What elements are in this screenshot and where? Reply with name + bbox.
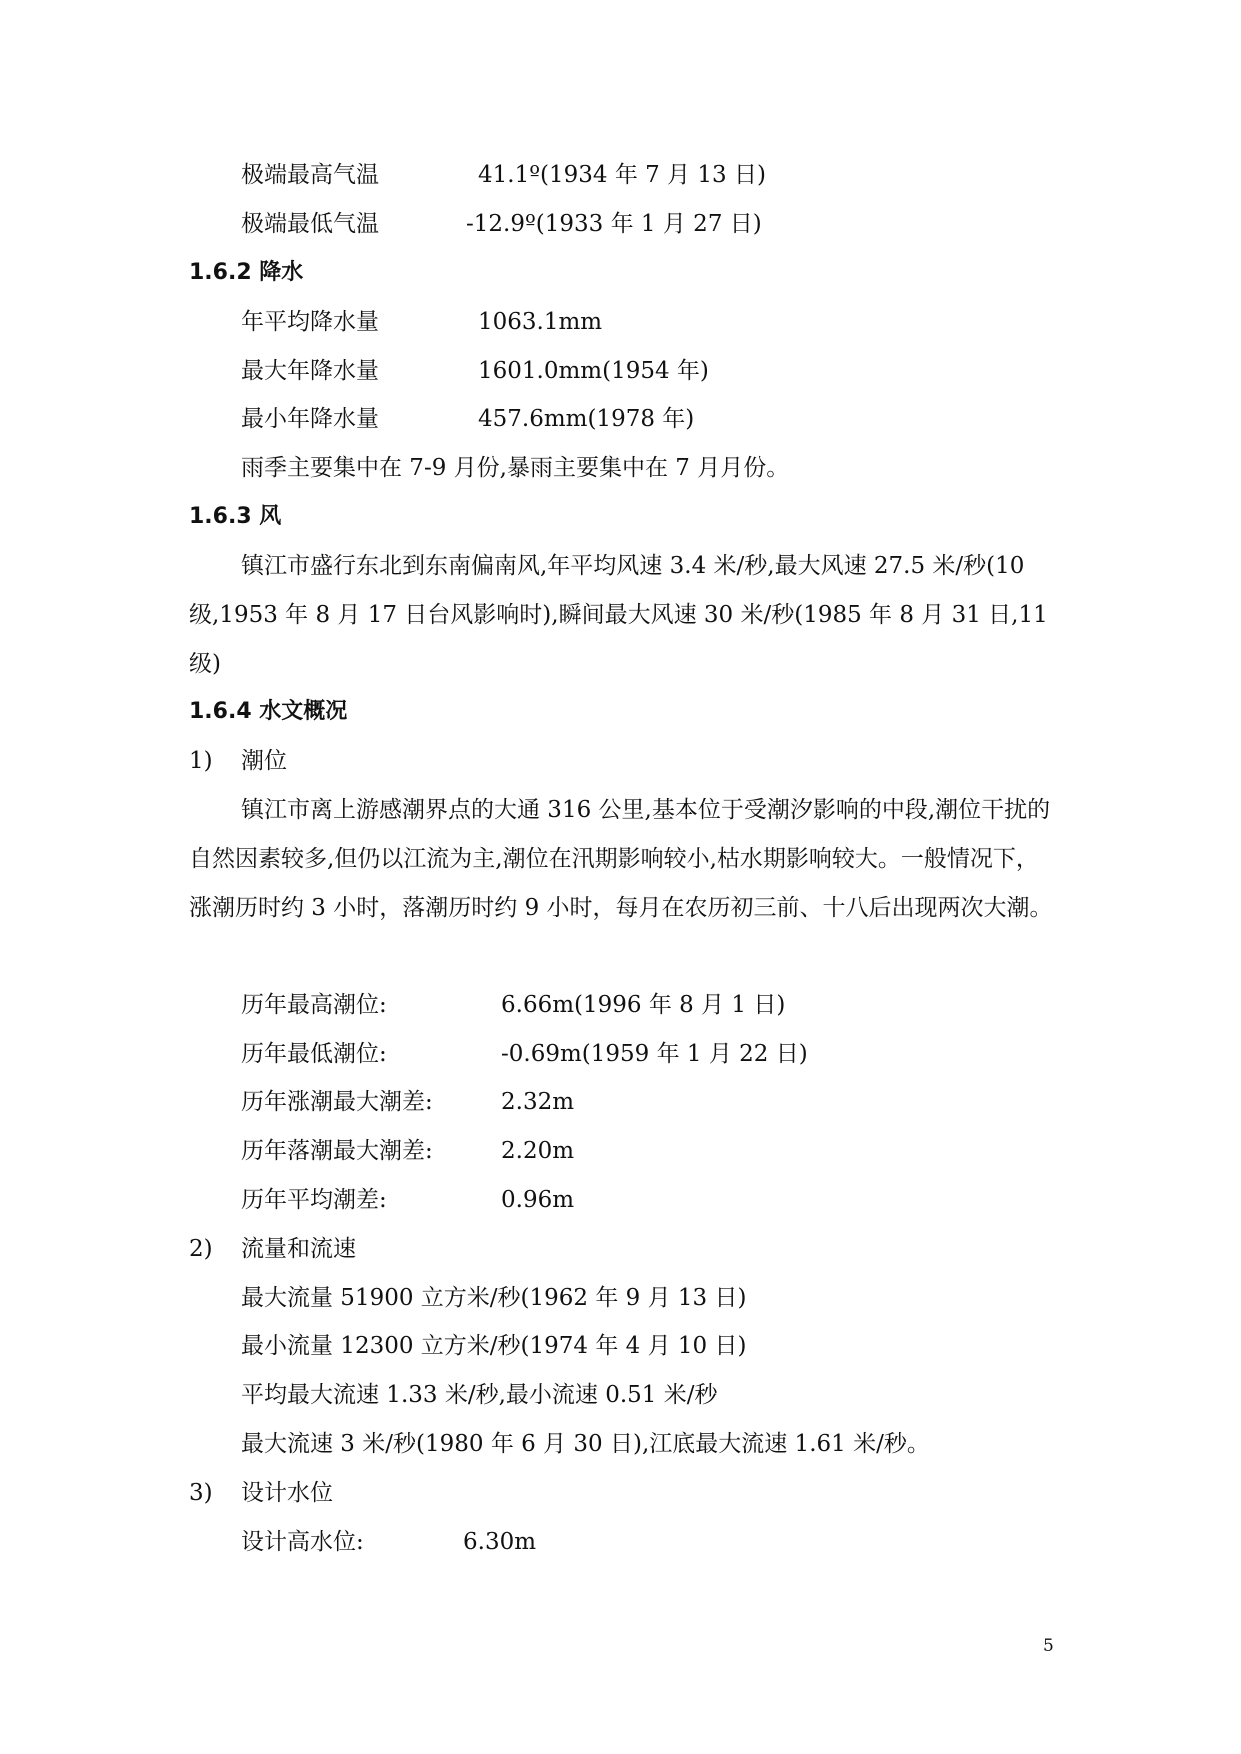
tide-row-label: 历年落潮最大潮差: <box>241 1138 433 1164</box>
design-high-label: 设计高水位: <box>241 1529 364 1555</box>
temp-max-label: 极端最高气温 <box>241 162 379 188</box>
flow-number: 2) <box>189 1236 213 1262</box>
tide-row-value: -0.69m(1959 年 1 月 22 日) <box>501 1041 808 1067</box>
section-heading-precip: 1.6.2 降水 <box>189 260 304 285</box>
precip-note: 雨季主要集中在 7-9 月份,暴雨主要集中在 7 月月份。 <box>241 455 790 481</box>
tide-row-value: 0.96m <box>501 1187 575 1213</box>
tide-row-label: 历年最低潮位: <box>241 1041 387 1067</box>
tide-row-value: 2.20m <box>501 1138 575 1164</box>
flow-title: 流量和流速 <box>241 1236 356 1262</box>
temp-max-value: 41.1º(1934 年 7 月 13 日) <box>478 162 766 188</box>
precip-avg-value: 1063.1mm <box>478 309 603 335</box>
flow-line: 最大流量 51900 立方米/秒(1962 年 9 月 13 日) <box>241 1285 747 1311</box>
design-title: 设计水位 <box>241 1480 333 1506</box>
tide-title: 潮位 <box>241 748 287 774</box>
precip-max-label: 最大年降水量 <box>241 358 379 384</box>
precip-min-label: 最小年降水量 <box>241 406 379 432</box>
section-heading-hydro: 1.6.4 水文概况 <box>189 699 348 724</box>
tide-row-label: 历年涨潮最大潮差: <box>241 1089 433 1115</box>
tide-row-label: 历年平均潮差: <box>241 1187 387 1213</box>
tide-text: 镇江市离上游感潮界点的大通 316 公里,基本位于受潮汐影响的中段,潮位干扰的自然因素较多,但仍以江流为主,潮位在汛期影响较小,枯水期影响较大。一般情况下，涨潮历时约 3 小时，落潮历时约 9 小时，每月在农历初三前、十八后出现两次大潮。 <box>189 797 1053 921</box>
temp-min-label: 极端最低气温 <box>241 211 379 237</box>
flow-line: 最大流速 3 米/秒(1980 年 6 月 30 日),江底最大流速 1.61 米/秒。 <box>241 1431 930 1457</box>
wind-text: 镇江市盛行东北到东南偏南风,年平均风速 3.4 米/秒,最大风速 27.5 米/秒(10 级,1953 年 8 月 17 日台风影响时),瞬间最大风速 30 米/秒(1985 年 8 月 31 日,11 级) <box>189 553 1048 677</box>
section-heading-wind: 1.6.3 风 <box>189 504 282 529</box>
wind-paragraph <box>189 542 1059 689</box>
tide-row-value: 6.66m(1996 年 8 月 1 日) <box>501 992 786 1018</box>
precip-max-value: 1601.0mm(1954 年) <box>478 358 709 384</box>
precip-avg-label: 年平均降水量 <box>241 309 379 335</box>
tide-row-label: 历年最高潮位: <box>241 992 387 1018</box>
flow-line: 最小流量 12300 立方米/秒(1974 年 4 月 10 日) <box>241 1333 747 1359</box>
tide-row-value: 2.32m <box>501 1089 575 1115</box>
tide-paragraph <box>189 786 1059 933</box>
temp-min-value: -12.9º(1933 年 1 月 27 日) <box>466 211 762 237</box>
design-high-value: 6.30m <box>463 1529 537 1555</box>
flow-line: 平均最大流速 1.33 米/秒,最小流速 0.51 米/秒 <box>241 1382 718 1408</box>
page-number: 5 <box>1043 1636 1054 1656</box>
precip-min-value: 457.6mm(1978 年) <box>478 406 695 432</box>
tide-number: 1) <box>189 748 213 774</box>
design-number: 3) <box>189 1480 213 1506</box>
